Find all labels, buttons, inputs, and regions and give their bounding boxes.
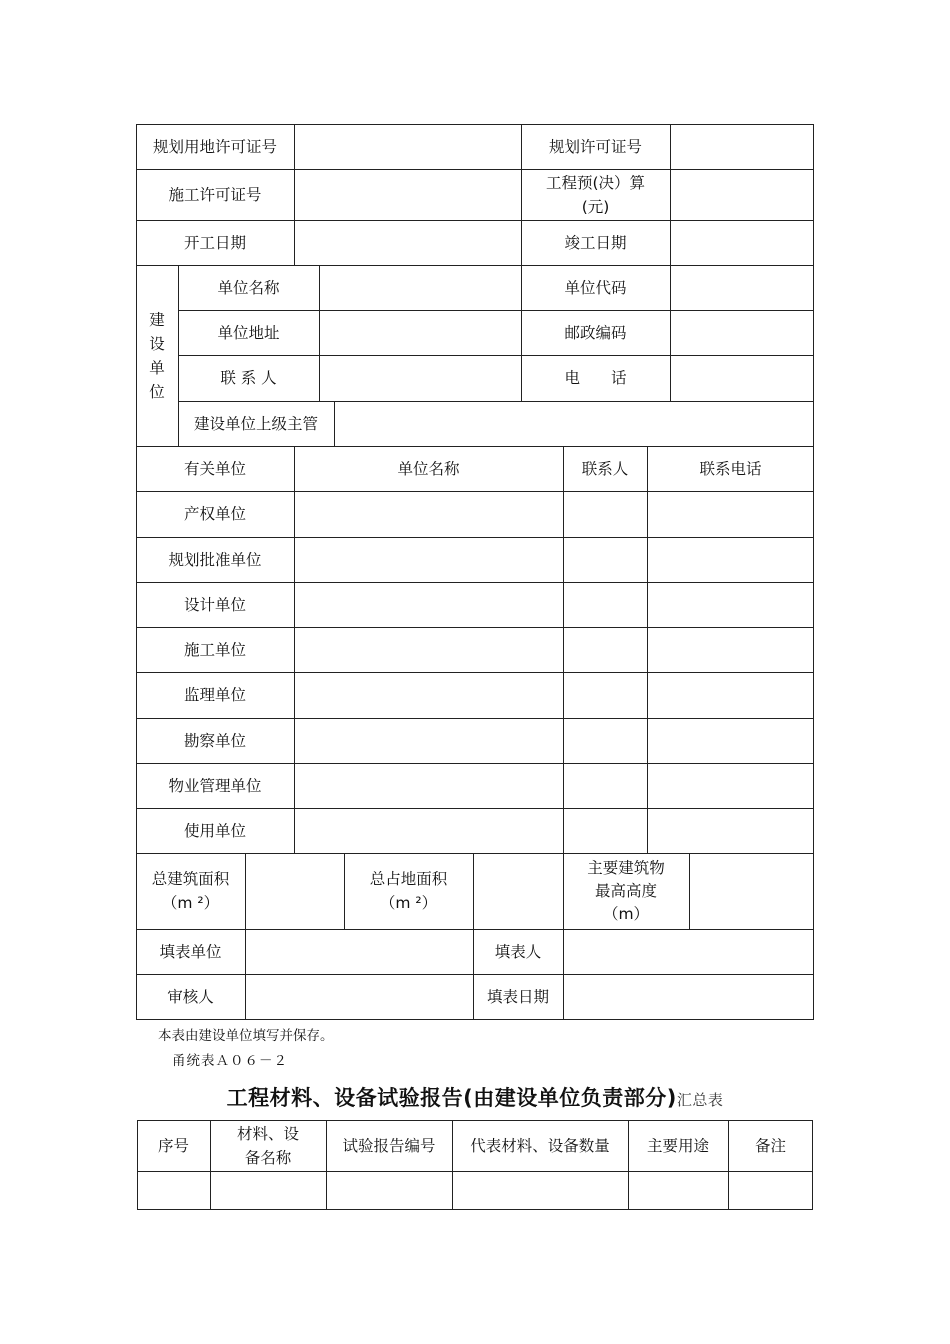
budget-field[interactable] <box>670 169 814 220</box>
plan-land-permit-field[interactable] <box>294 124 521 169</box>
units-row-label: 监理单位 <box>183 686 246 704</box>
report-row-cell[interactable] <box>210 1171 326 1210</box>
total-land-area-label: 总占地面积 （m ²） <box>369 870 448 912</box>
units-row-label: 产权单位 <box>183 505 246 523</box>
report-header-remark: 备注 <box>754 1136 786 1155</box>
divider <box>563 446 564 853</box>
report-header-seq: 序号 <box>157 1136 189 1155</box>
finish-date-field[interactable] <box>670 220 814 265</box>
finish-date-label: 竣工日期 <box>564 233 627 252</box>
construction-permit-label: 施工许可证号 <box>168 185 262 204</box>
contact-label: 联 系 人 <box>220 369 277 387</box>
divider <box>294 446 295 853</box>
unit-code-field[interactable] <box>670 265 814 310</box>
units-row-label: 物业管理单位 <box>168 776 262 795</box>
unit-name-label: 单位名称 <box>217 278 280 297</box>
plan-land-permit-label: 规划用地许可证号 <box>152 137 277 156</box>
filler-field[interactable] <box>563 929 814 974</box>
reviewer-field[interactable] <box>245 974 473 1020</box>
supervisor-label: 建设单位上级主管 <box>193 414 318 433</box>
fill-unit-label: 填表单位 <box>159 942 222 961</box>
fill-date-field[interactable] <box>563 974 814 1020</box>
unit-name-field[interactable] <box>319 265 521 310</box>
units-header-related: 有关单位 <box>183 459 246 478</box>
total-building-area-label: 总建筑面积 （m ²） <box>151 870 230 912</box>
max-height-label: 主要建筑物 最高高度 （m） <box>587 858 665 923</box>
fill-unit-field[interactable] <box>245 929 473 974</box>
start-date-label: 开工日期 <box>183 233 246 252</box>
phone-label: 电 话 <box>564 369 627 387</box>
total-land-area-field[interactable] <box>473 853 563 929</box>
report-row-cell[interactable] <box>728 1171 813 1210</box>
budget-label <box>521 169 670 220</box>
report-title-suffix: 汇总表 <box>676 1091 724 1109</box>
start-date-field[interactable] <box>294 220 521 265</box>
report-header-report-no: 试验报告编号 <box>342 1136 436 1155</box>
postal-code-label: 邮政编码 <box>564 323 627 342</box>
units-row-label: 设计单位 <box>183 595 246 614</box>
max-height-field[interactable] <box>689 853 814 929</box>
unit-address-label: 单位地址 <box>217 323 280 342</box>
units-row-label: 勘察单位 <box>183 731 246 750</box>
units-header-phone: 联系电话 <box>699 459 762 478</box>
form-note: 本表由建设单位填写并保存。 <box>158 1028 334 1044</box>
postal-code-field[interactable] <box>670 310 814 355</box>
units-header-name: 单位名称 <box>397 459 460 478</box>
budget-label-line1: 工程预(决）算 <box>545 173 646 192</box>
divider <box>647 446 648 853</box>
report-header-usage: 主要用途 <box>646 1136 709 1155</box>
contact-field[interactable] <box>319 355 521 401</box>
unit-code-label: 单位代码 <box>564 278 627 297</box>
plan-permit-label: 规划许可证号 <box>548 137 642 156</box>
report-title-main: 工程材料、设备试验报告(由建设单位负责部分) <box>226 1086 677 1110</box>
units-row-label: 使用单位 <box>183 821 246 840</box>
construction-permit-field[interactable] <box>294 169 521 220</box>
report-row-cell[interactable] <box>137 1171 210 1210</box>
filler-label: 填表人 <box>494 942 542 961</box>
report-title <box>0 1082 950 1112</box>
unit-address-field[interactable] <box>319 310 521 355</box>
fill-date-label: 填表日期 <box>486 988 549 1006</box>
report-header-material: 材料、设 备名称 <box>236 1124 299 1167</box>
units-header-contact: 联系人 <box>581 459 629 478</box>
total-building-area-field[interactable] <box>245 853 344 929</box>
report-row-cell[interactable] <box>628 1171 728 1210</box>
report-header-quantity: 代表材料、设备数量 <box>470 1136 610 1155</box>
units-row-label: 施工单位 <box>183 640 246 659</box>
supervisor-field[interactable] <box>334 401 814 446</box>
report-row-cell[interactable] <box>452 1171 628 1210</box>
report-row-cell[interactable] <box>326 1171 452 1210</box>
reviewer-label: 审核人 <box>167 988 214 1006</box>
builder-group-label: 建 设 单 位 <box>149 310 165 401</box>
form-code: 甬统表Ａ０６－２ <box>172 1053 288 1069</box>
plan-permit-field[interactable] <box>670 124 814 169</box>
units-row-label: 规划批准单位 <box>168 550 262 569</box>
budget-label-line2: (元) <box>581 197 610 216</box>
phone-field[interactable] <box>670 355 814 401</box>
